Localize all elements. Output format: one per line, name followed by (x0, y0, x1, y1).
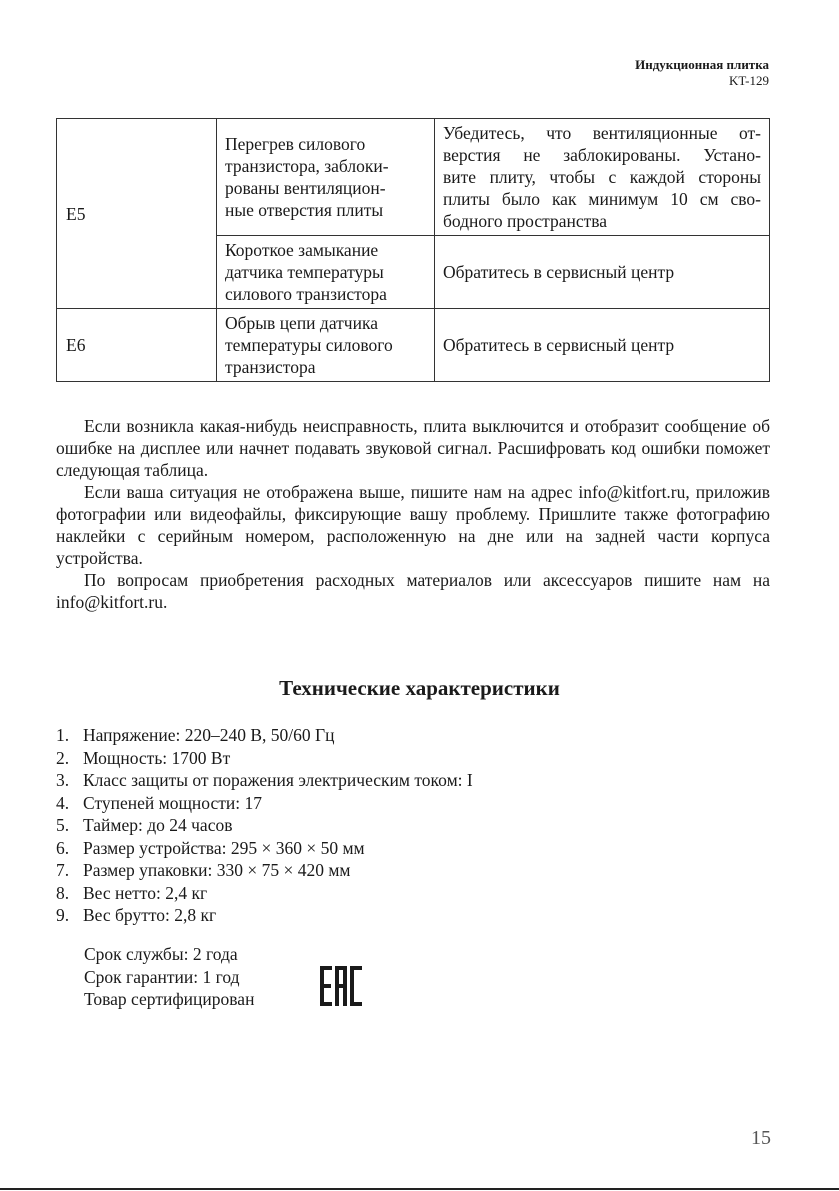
cause-line: датчика температуры (225, 262, 384, 282)
header-title: Индукционная плитка (635, 57, 769, 72)
troubleshooting-text (56, 415, 770, 613)
list-item: 5. Таймер: до 24 часов (56, 815, 233, 835)
spec-text: Вес нетто: 2,4 кг (83, 882, 208, 903)
error-code-e5: E5 (57, 119, 217, 309)
solution-cell (435, 119, 770, 236)
warranty: Срок гарантии: 1 год (84, 966, 240, 987)
list-item: 2. Мощность: 1700 Вт (56, 747, 231, 768)
solution-line: плиты было как минимум 10 см сво- (443, 189, 761, 209)
list-item: 6. Размер устройства: 295 × 360 × 50 мм (56, 837, 365, 858)
cause-line: силового транзистора (225, 284, 387, 304)
spec-text: Напряжение: 220–240 В, 50/60 Гц (83, 725, 335, 745)
paragraph: Если ваша ситуация не отображена выше, пишите нам на адрес info@kitfort.ru, приложив фотографии или видеофайлы, фиксирующие вашу проблему. Пришлите также фотографию наклейки с серийным номером, расположенную на дне или на задней части корпуса устройства. (56, 482, 770, 568)
solution-line: верстия не заблокированы. Устано- (443, 145, 761, 165)
list-item: 9. Вес брутто: 2,8 кг (56, 905, 217, 925)
cause-cell (217, 309, 435, 382)
list-item: 4. Ступеней мощности: 17 (56, 792, 262, 813)
cause-cell (217, 236, 435, 309)
cause-line: транзистора, заблоки- (225, 156, 389, 176)
eac-mark-icon (319, 966, 363, 1006)
spec-text: Размер упаковки: 330 × 75 × 420 мм (83, 860, 351, 880)
spec-text: Ступеней мощности: 17 (83, 792, 262, 813)
error-codes-table (56, 118, 770, 382)
bottom-divider (0, 1188, 839, 1190)
solution-cell: Обратитесь в сервисный центр (435, 236, 770, 309)
header-model: KT-129 (729, 73, 769, 88)
cause-line: Короткое замыкание (225, 240, 379, 260)
cause-line: транзистора (225, 357, 316, 377)
list-item: 7. Размер упаковки: 330 × 75 × 420 мм (56, 860, 351, 880)
page-number: 15 (751, 1127, 771, 1149)
list-item: 8. Вес нетто: 2,4 кг (56, 882, 208, 903)
spec-text: Вес брутто: 2,8 кг (83, 905, 217, 925)
spec-text: Мощность: 1700 Вт (83, 747, 231, 768)
cause-line: ные отверстия плиты (225, 200, 384, 220)
warranty-info (84, 943, 254, 1011)
list-item: 1. Напряжение: 220–240 В, 50/60 Гц (56, 725, 335, 745)
table-row (57, 119, 770, 236)
section-title: Технические характеристики (279, 676, 560, 700)
solution-line: Убедитесь, что вентиляционные от- (443, 123, 761, 143)
specs-list (56, 724, 473, 927)
list-item: 3. Класс защиты от поражения электрическим током: I (56, 770, 473, 790)
error-code-e6: E6 (57, 309, 217, 382)
solution-line: бодного пространства (443, 211, 608, 231)
table-row (57, 309, 770, 382)
solution-cell: Обратитесь в сервисный центр (435, 309, 770, 382)
spec-text: Таймер: до 24 часов (83, 815, 233, 835)
paragraph: Если возникла какая-нибудь неисправность, плита выключится и отобразит сообщение об ошибке на дисплее или начнет подавать звуковой сигнал. Расшифровать код ошибки поможет следующая таблица. (56, 416, 770, 480)
spec-text: Размер устройства: 295 × 360 × 50 мм (83, 837, 365, 858)
spec-text: Класс защиты от поражения электрическим током: I (83, 770, 473, 790)
certified: Товар сертифицирован (84, 989, 255, 1009)
paragraph: По вопросам приобретения расходных материалов или аксессуаров пишите нам на info@kitfort.ru. (56, 570, 770, 612)
solution-line: вите плиту, чтобы с каждой стороны (443, 167, 761, 187)
service-life: Срок службы: 2 года (84, 944, 238, 964)
cause-line: рованы вентиляцион- (225, 178, 386, 198)
cause-cell (217, 119, 435, 236)
cause-line: Перегрев силового (225, 134, 366, 154)
page-header (635, 57, 769, 89)
cause-line: Обрыв цепи датчика (225, 313, 378, 333)
cause-line: температуры силового (225, 335, 393, 355)
